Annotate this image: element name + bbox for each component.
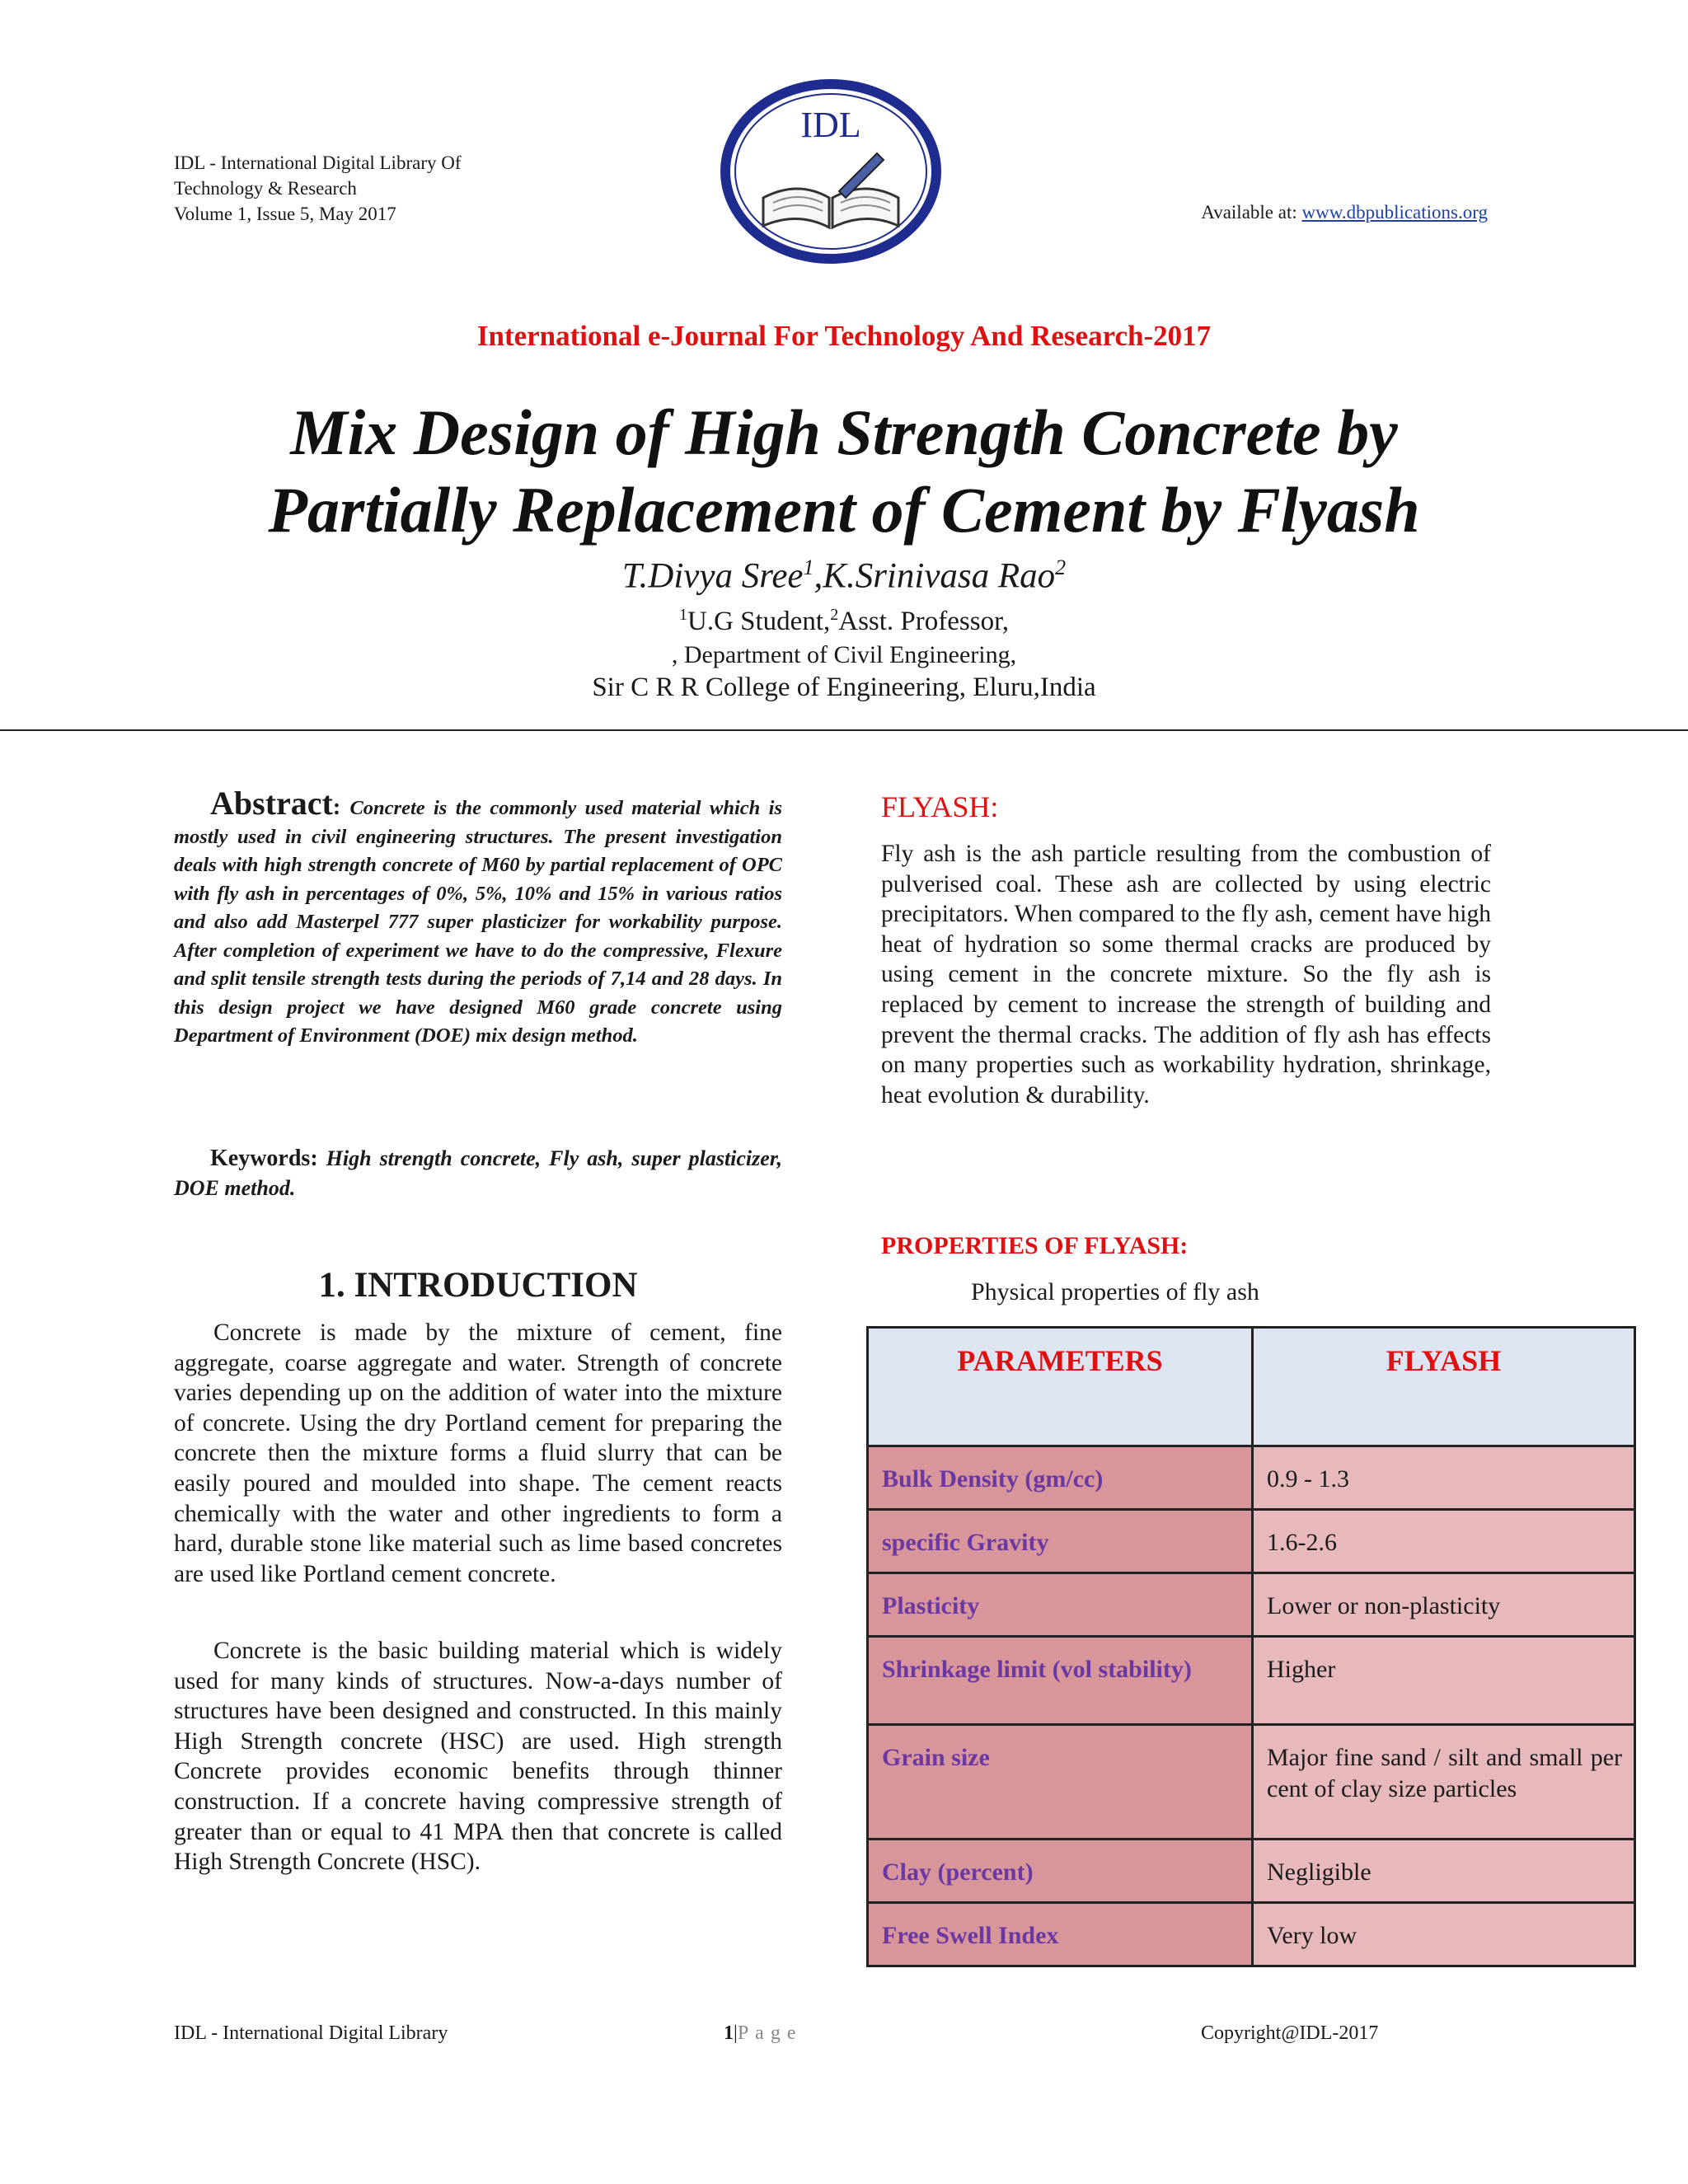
value-cell: Very low bbox=[1253, 1903, 1635, 1966]
role-1-sup: 1 bbox=[678, 606, 687, 624]
header-line-1: IDL - International Digital Library Of bbox=[174, 152, 462, 173]
header-line-3: Volume 1, Issue 5, May 2017 bbox=[174, 204, 396, 224]
idl-logo-icon bbox=[715, 74, 946, 269]
flyash-heading: FLYASH: bbox=[881, 790, 999, 823]
col-header-parameters: PARAMETERS bbox=[868, 1328, 1253, 1446]
value-cell: Major fine sand / silt and small per cent of clay size particles bbox=[1253, 1725, 1635, 1840]
value-cell: 1.6-2.6 bbox=[1253, 1510, 1635, 1573]
abstract bbox=[174, 785, 782, 1051]
author-sep: , bbox=[814, 556, 823, 596]
properties-heading: PROPERTIES OF FLYASH: bbox=[881, 1232, 1189, 1259]
param-cell: Plasticity bbox=[868, 1573, 1253, 1637]
header-journal-info bbox=[174, 150, 462, 227]
keywords-label: Keywords: bbox=[210, 1146, 318, 1171]
table-row bbox=[868, 1725, 1635, 1840]
author-1-sup: 1 bbox=[803, 555, 814, 579]
table-row bbox=[868, 1446, 1635, 1510]
header-availability bbox=[1201, 199, 1488, 225]
table-row bbox=[868, 1573, 1635, 1637]
logo-text: IDL bbox=[800, 105, 861, 145]
paper-title bbox=[124, 394, 1564, 549]
role-1: U.G Student, bbox=[687, 607, 831, 636]
value-cell: 0.9 - 1.3 bbox=[1253, 1446, 1635, 1510]
table-row bbox=[868, 1840, 1635, 1903]
table-caption: Physical properties of fly ash bbox=[971, 1278, 1259, 1305]
role-2-sup: 2 bbox=[830, 606, 839, 624]
affiliation-college: Sir C R R College of Engineering, Eluru,India bbox=[592, 673, 1096, 702]
authors bbox=[0, 555, 1688, 596]
page-word: Page bbox=[737, 2022, 803, 2044]
value-cell: Higher bbox=[1253, 1637, 1635, 1725]
author-2-sup: 2 bbox=[1055, 555, 1067, 579]
flyash-properties-table bbox=[866, 1326, 1636, 1967]
abstract-colon: : bbox=[332, 794, 350, 820]
table-row bbox=[868, 1510, 1635, 1573]
role-2: Asst. Professor, bbox=[838, 607, 1009, 636]
header-divider bbox=[0, 729, 1688, 731]
param-cell: Bulk Density (gm/cc) bbox=[868, 1446, 1253, 1510]
website-link[interactable]: www.dbpublications.org bbox=[1301, 202, 1488, 223]
affiliation-roles bbox=[0, 606, 1688, 637]
keywords bbox=[174, 1144, 782, 1203]
abstract-text: Concrete is the commonly used material which is mostly used in civil engineering structures. The present investigation deals with high strength concrete of M60 by partial replacement of OPC with fly ash in percentages of 0%, 5%, 10% and 15% in various ratios and also add Masterpel 777 super plasticizer for workability purpose. After completion of experiment we have to do the compressive, Flexure and split tensile strength tests during the periods of 7,14 and 28 days. In this design project we have designed M60 grade concrete using Department of Environment (DOE) mix design method. bbox=[174, 797, 782, 1047]
table-row bbox=[868, 1637, 1635, 1725]
param-cell: Free Swell Index bbox=[868, 1903, 1253, 1966]
footer-page-number bbox=[724, 2022, 802, 2045]
col-header-flyash: FLYASH bbox=[1253, 1328, 1635, 1446]
param-cell: specific Gravity bbox=[868, 1510, 1253, 1573]
title-line-2: Partially Replacement of Cement by Flyash bbox=[268, 474, 1420, 546]
available-label: Available at: bbox=[1201, 202, 1302, 223]
intro-paragraph-2: Concrete is the basic building material which is widely used for many kinds of structures. Now-a-days number of structures have been designed and constructed. In this mainly High Strength concrete (HSC) are used. High strength Concrete provides economic benefits through thinner construction. If a concrete having compressive strength of greater than or equal to 41 MPA then that concrete is called High Strength Concrete (HSC). bbox=[174, 1638, 782, 1876]
author-1: T.Divya Sree bbox=[621, 556, 804, 596]
param-cell: Clay (percent) bbox=[868, 1840, 1253, 1903]
journal-name: International e-Journal For Technology And Research-2017 bbox=[476, 320, 1212, 352]
param-cell: Grain size bbox=[868, 1725, 1253, 1840]
header-line-2: Technology & Research bbox=[174, 178, 357, 199]
keywords-text: High strength concrete, Fly ash, super plasticizer, DOE method. bbox=[174, 1146, 782, 1200]
param-cell: Shrinkage limit (vol stability) bbox=[868, 1637, 1253, 1725]
footer-library: IDL - International Digital Library bbox=[174, 2022, 448, 2044]
value-cell: Lower or non-plasticity bbox=[1253, 1573, 1635, 1637]
table-header-row bbox=[868, 1328, 1635, 1446]
affiliation-department: , Department of Civil Engineering, bbox=[671, 641, 1017, 668]
table-row bbox=[868, 1903, 1635, 1966]
title-line-1: Mix Design of High Strength Concrete by bbox=[290, 396, 1398, 468]
page-number: 1 bbox=[724, 2022, 734, 2044]
value-cell: Negligible bbox=[1253, 1840, 1635, 1903]
intro-paragraph-1: Concrete is made by the mixture of cement, fine aggregate, coarse aggregate and water. Strength of concrete varies depending up on the addition of water into the mixture of concrete. Using the dry Portland cement for preparing the concrete then the mixture forms a fluid slurry that can be easily poured and moulded into shape. The cement reacts chemically with the water and other ingredients to form a hard, durable stone like material such as lime based concretes are used like Portland cement concrete. bbox=[174, 1319, 782, 1587]
abstract-label: Abstract bbox=[210, 785, 333, 822]
footer-copyright: Copyright@IDL-2017 bbox=[1201, 2022, 1379, 2044]
flyash-paragraph: Fly ash is the ash particle resulting from the combustion of pulverised coal. These ash are collected by using electric precipitators. When compared to the fly ash, cement have high heat of hydration so some thermal cracks are produced by using cement in the concrete mixture. So the fly ash is replaced by cement to increase the strength of building and prevent the thermal cracks. The addition of fly ash has effects on many properties such as workability hydration, shrinkage, heat evolution & durability. bbox=[881, 841, 1491, 1108]
page-separator: | bbox=[734, 2022, 738, 2044]
intro-heading: 1. INTRODUCTION bbox=[318, 1266, 638, 1305]
author-2: K.Srinivasa Rao bbox=[823, 556, 1056, 596]
